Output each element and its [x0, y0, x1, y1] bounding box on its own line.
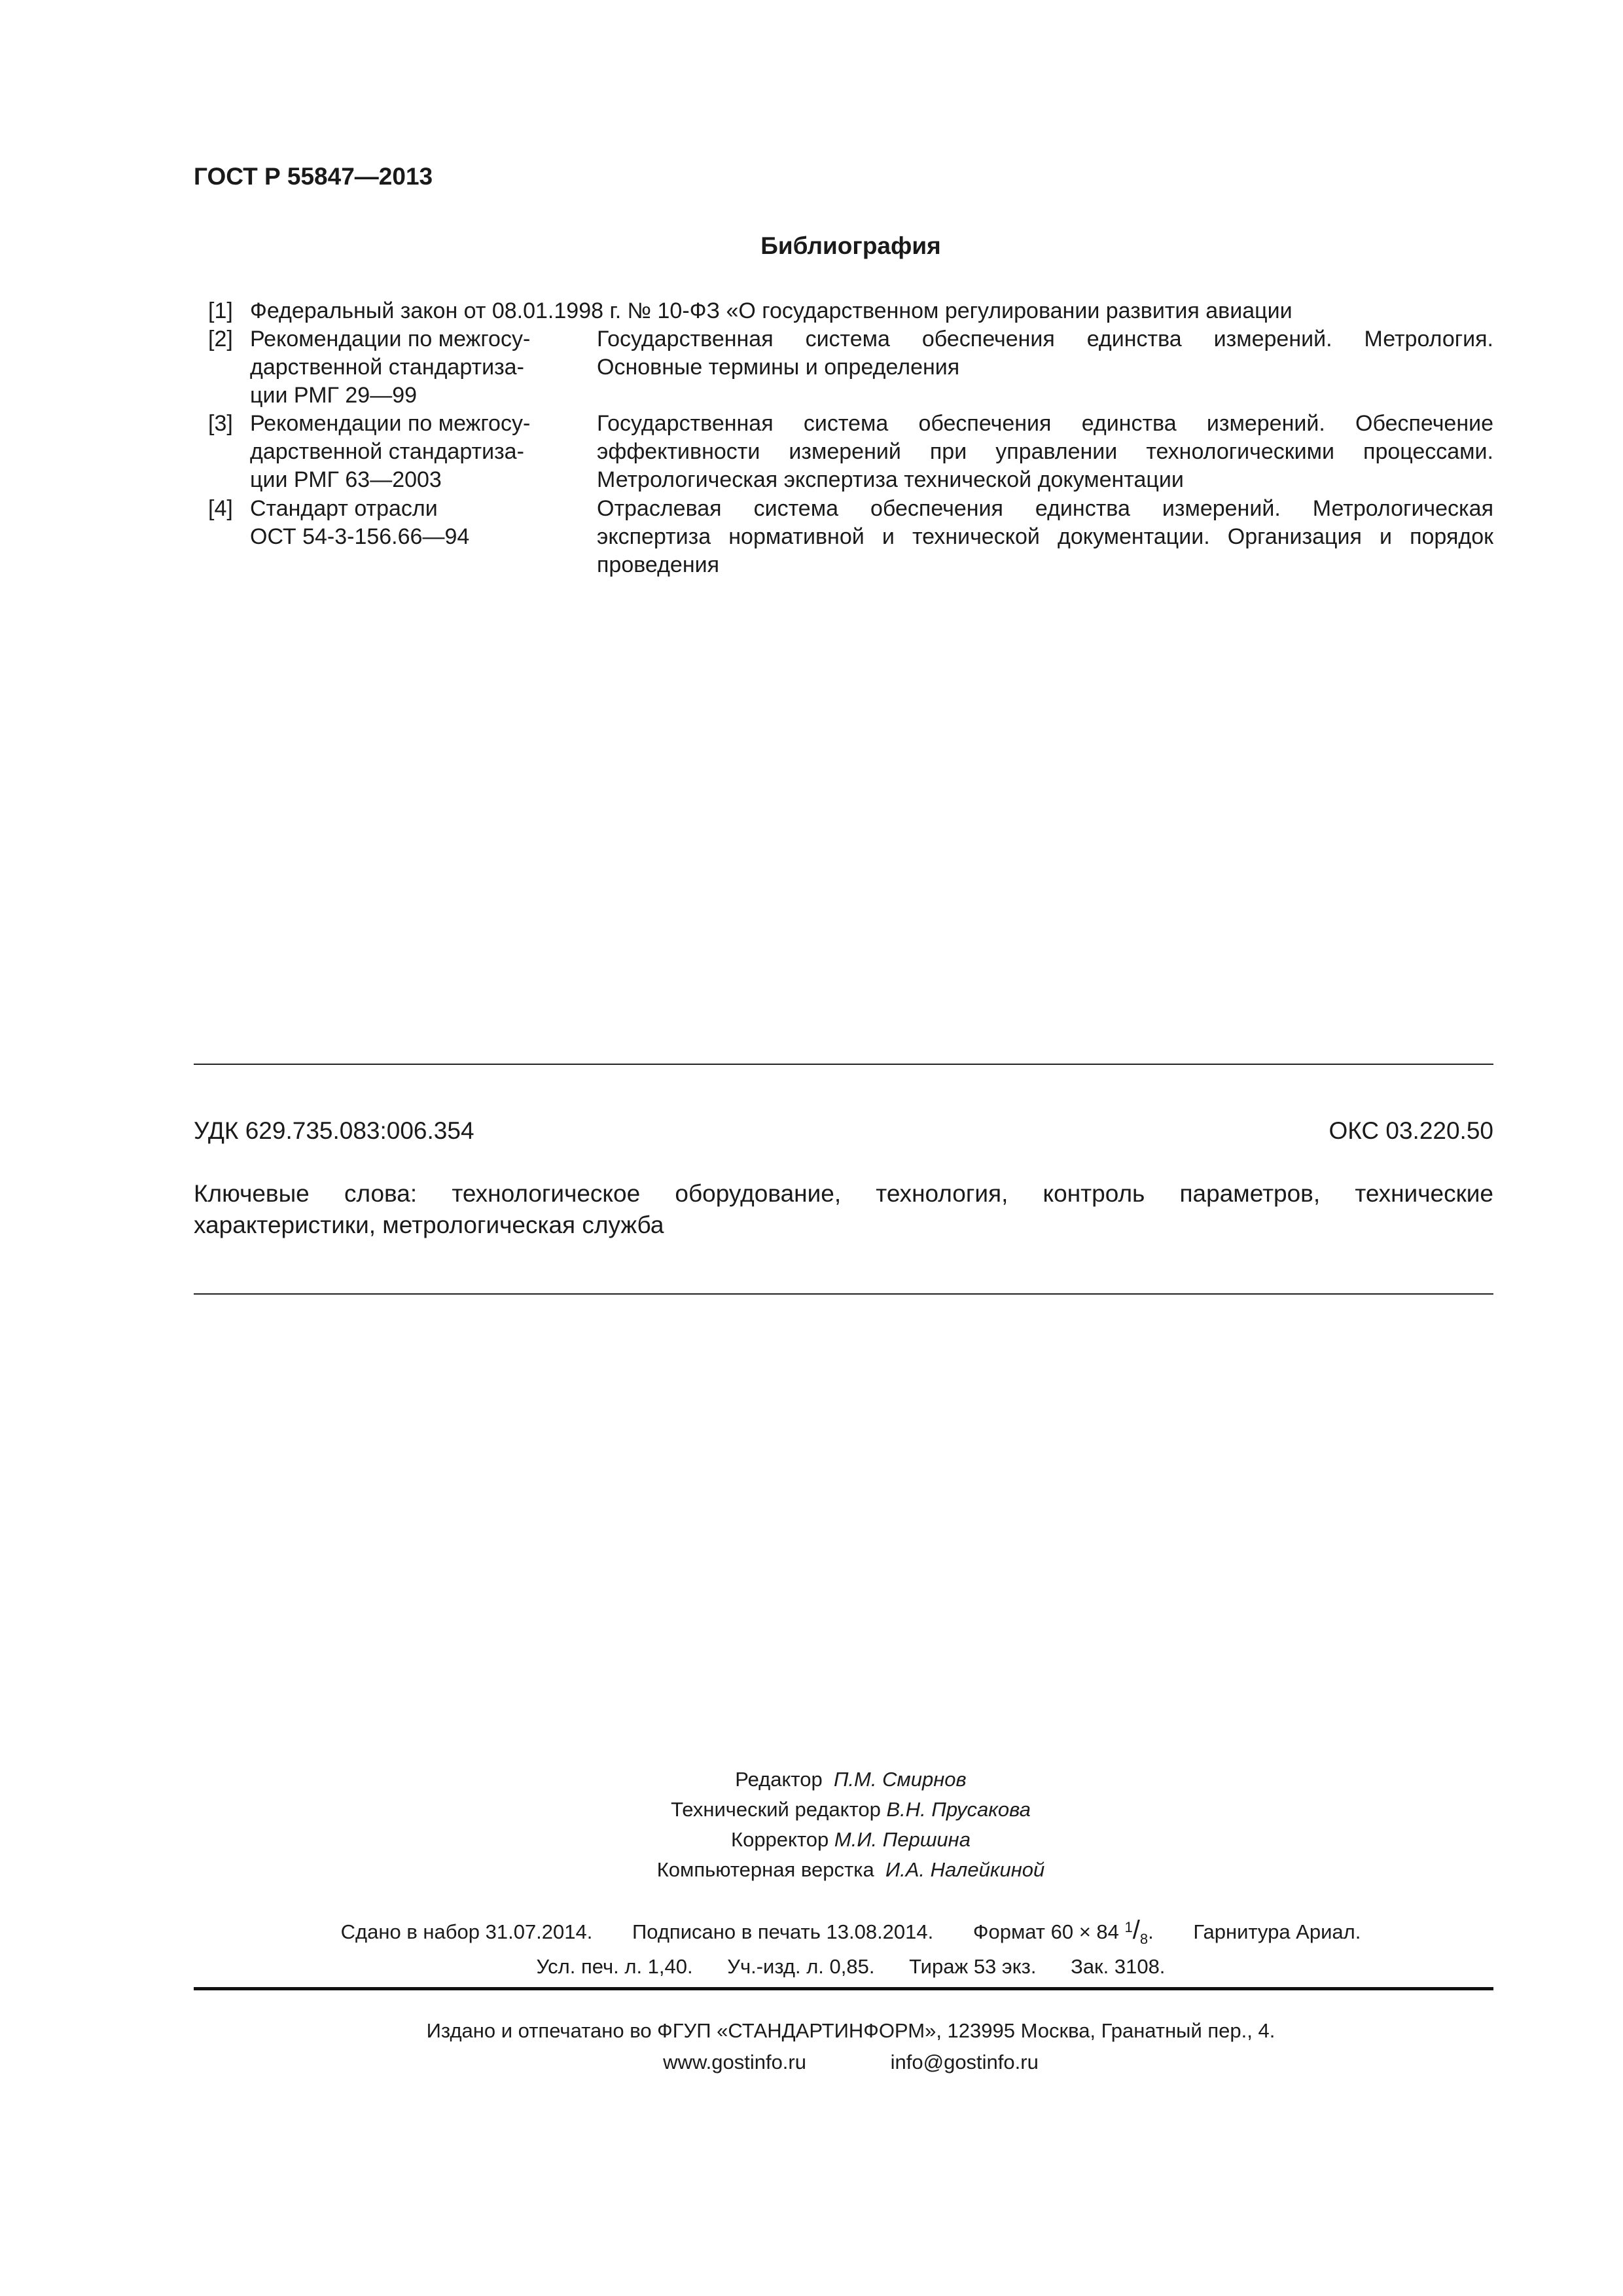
submitted-date: Сдано в набор 31.07.2014.: [340, 1920, 593, 1943]
keywords-line-2: характеристики, метрологическая служба: [194, 1211, 664, 1238]
publisher-sheets: Уч.-изд. л. 0,85.: [727, 1955, 875, 1978]
format-fraction: $^1/_8$: [1124, 1916, 1149, 1947]
entry-title: Отраслевая система обеспечения единства измерений. Метрологическая экспертиза нормативной и технической документации. Организация и порядок проведения: [597, 496, 1493, 577]
credit-editor: Редактор П.М. Смирнов: [735, 1768, 967, 1791]
entry-source: Рекомендации по межгосу- дарственной стандартиза- ции РМГ 63—2003: [250, 411, 531, 492]
website-link[interactable]: www.gostinfo.ru: [663, 2051, 806, 2073]
credit-layout: Компьютерная верстка И.А. Налейкиной: [656, 1858, 1045, 1881]
keywords: [194, 1178, 1493, 1241]
keywords-line-1: Ключевые слова: технологическое оборудование, технология, контроль параметров, технические: [194, 1180, 1493, 1207]
email-link[interactable]: info@gostinfo.ru: [890, 2051, 1039, 2073]
signed-date: Подписано в печать 13.08.2014.: [632, 1920, 934, 1943]
publisher-contacts: [0, 2047, 1623, 2077]
circulation: Тираж 53 экз.: [909, 1955, 1037, 1978]
divider-top: [194, 1064, 1493, 1065]
print-sheets: Усл. печ. л. 1,40.: [536, 1955, 693, 1978]
entry-title: Государственная система обеспечения единства измерений. Обеспечение эффективности измерений при управлении технологическими процессами. Метрологическая экспертиза технической документации: [597, 411, 1493, 492]
typeface: Гарнитура Ариал.: [1193, 1920, 1361, 1943]
credit-proofreader: Корректор М.И. Першина: [731, 1828, 971, 1851]
bibliography-title: Библиография: [760, 232, 941, 259]
publisher-line: Издано и отпечатано во ФГУП «СТАНДАРТИНФОРМ», 123995 Москва, Гранатный пер., 4.: [426, 2019, 1275, 2042]
udk-code: УДК 629.735.083:006.354: [194, 1117, 474, 1144]
document-code: ГОСТ Р 55847—2013: [194, 163, 433, 190]
entry-title: Государственная система обеспечения единства измерений. Метрология. Основные термины и определения: [597, 327, 1493, 380]
entry-number: [2]: [208, 327, 233, 351]
order-number: Зак. 3108.: [1071, 1955, 1166, 1978]
entry-source: Стандарт отрасли ОСТ 54-3-156.66—94: [250, 496, 470, 549]
credits-block: [0, 1765, 1623, 1885]
print-info-line-2: [0, 1952, 1623, 1982]
print-info-line-1: [0, 1915, 1623, 1949]
divider-bottom: [194, 1293, 1493, 1295]
entry-number: [1]: [208, 298, 233, 323]
paper-format: Формат 60 × 84 $^1/_8$.: [972, 1916, 1154, 1947]
entry-source: Рекомендации по межгосу- дарственной стандартиза- ции РМГ 29—99: [250, 327, 531, 408]
credit-technical-editor: Технический редактор В.Н. Прусакова: [671, 1798, 1031, 1821]
entry-full-text: Федеральный закон от 08.01.1998 г. № 10-ФЗ «О государственном регулировании развития авиации: [250, 298, 1293, 323]
oks-code: ОКС 03.220.50: [1329, 1117, 1493, 1144]
entry-number: [3]: [208, 411, 233, 436]
divider-thick: [194, 1987, 1493, 1990]
entry-number: [4]: [208, 496, 233, 521]
